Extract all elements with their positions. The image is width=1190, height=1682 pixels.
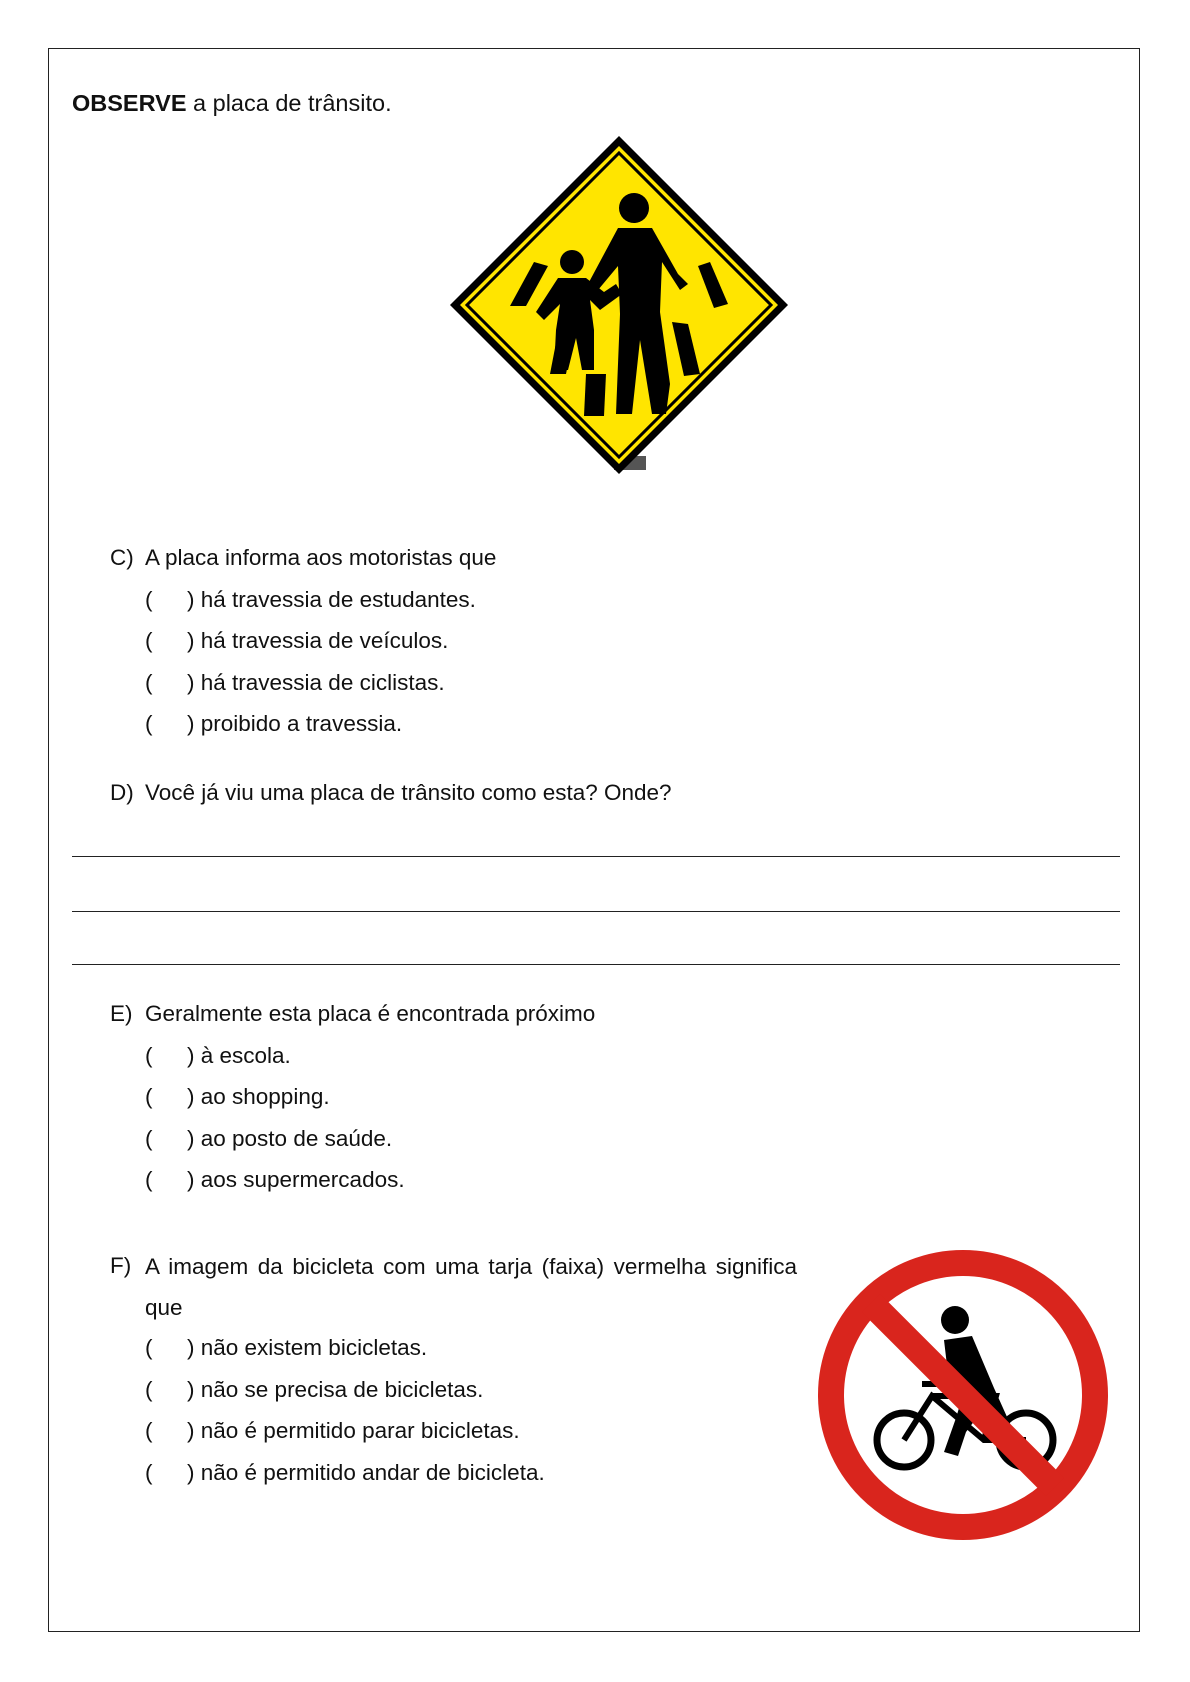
answer-line-2[interactable] (72, 911, 1120, 912)
answer-line-3[interactable] (72, 964, 1120, 965)
question-c-label: C) (110, 545, 134, 570)
answer-line-1[interactable] (72, 856, 1120, 857)
question-f-label: F) (110, 1253, 132, 1278)
question-e-label: E) (110, 1001, 133, 1026)
question-c-text: A placa informa aos motoristas que (145, 545, 497, 570)
question-d-label: D) (110, 780, 134, 805)
question-e-text: Geralmente esta placa é encontrada próximo (145, 1001, 596, 1026)
question-d-text: Você já viu uma placa de trânsito como esta? Onde? (145, 780, 672, 805)
no-bicycles-sign-icon (816, 1248, 1110, 1542)
page-title: OBSERVE a placa de trânsito. (72, 90, 392, 116)
question-f-text: A imagem da bicicleta com uma tarja (faixa) vermelha significa que (145, 1254, 797, 1320)
pedestrian-crossing-sign-icon (448, 134, 790, 476)
